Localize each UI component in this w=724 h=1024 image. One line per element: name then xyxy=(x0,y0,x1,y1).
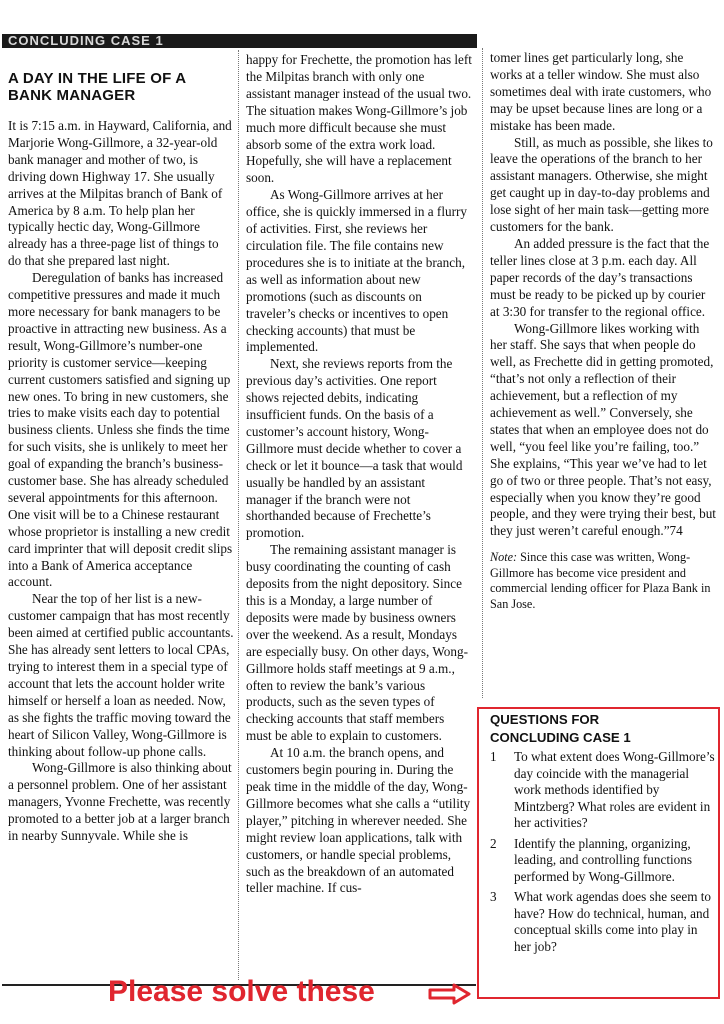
paragraph: At 10 a.m. the branch opens, and customers begin pouring in. During the peak time in the middle of the day, Wong-Gillmore becomes what she calls a “utility player,” pitching in wherever needed. She might review loan applications, talk with customers, or handle special problems, such as the breakdown of an automated teller machine. If cus- xyxy=(246,745,471,896)
paragraph: An added pressure is the fact that the teller lines close at 3 p.m. each day. All paper records of the day’s transactions must be ready to be picked up by courier at 3:30 for transfer to the regional office. xyxy=(490,235,710,319)
annotation-callout-text: Please solve these xyxy=(108,975,375,1008)
paragraph: Deregulation of banks has increased competitive pressures and made it much more necessary for bank managers to be proactive in attracting new business. As a result, Wong-Gillmore’s number-one priority is customer service—keeping current customers satisfied and signing up new ones. To bring in new customers, she tries to make visits each day to potential business clients. Unless she finds the time for such visits, she is unlikely to meet her goal of expanding the branch’s business-customer base. She has already scheduled several appointments for this afternoon. One visit will be to a Chinese restaurant whose proprietor is installing a new credit card imprinter that will deposit credit slips into a Bank of America acceptance account. xyxy=(8,270,233,590)
paragraph: Near the top of her list is a new-customer campaign that has most recently been aimed at certified public accountants. She has already sent letters to local CPAs, trying to interest them in a special type of account that lets the account holder write himself or herself a loan as needed. Now, as she fights the traffic moving toward the heart of Silicon Valley, Wong-Gillmore is thinking about follow-up phone calls. xyxy=(8,591,234,759)
article-column-2 xyxy=(246,52,472,897)
paragraph: Wong-Gillmore is also thinking about a personnel problem. One of her assistant managers, Yvonne Frechette, was recently promoted to a better job at a larger branch in nearby Sunnyvale. While she is xyxy=(8,760,232,844)
question-item xyxy=(490,836,716,886)
paragraph: As Wong-Gillmore arrives at her office, she is quickly immersed in a flurry of activities. First, she reviews her circulation file. The file contains new procedures she is to initiate at the branch, as well as information about new promotions (such as discounts on traveler’s checks or incentives to open checking accounts) that must be implemented. xyxy=(246,187,467,355)
paragraph: It is 7:15 a.m. in Hayward, California, and Marjorie Wong-Gillmore, a 32-year-old bank manager and mother of two, is driving down Highway 17. She usually arrives at the Milpitas branch of Bank of America by 8 a.m. To help plan her typically hectic day, Wong-Gillmore already has a three-page list of things to do that she prepared last night. xyxy=(8,118,232,269)
question-text: Identify the planning, organizing, leading, and controlling functions performed by Wong-Gillmore. xyxy=(514,835,692,884)
paragraph: Wong-Gillmore likes working with her staff. She says that when people do well, as Frechette did in getting promoted, “that’s not only a reflection of their achievement, but a reflection of my achievement as well.” Conversely, she states that when an employee does not do well, “you feel like you’re failing, too.” She explains, “This year we’ve had to let go of two or three people. That’s not easy, especially when you know they’re good people, and they were trying their best, but they just weren’t careful enough.”74 xyxy=(490,320,716,539)
section-header-bar xyxy=(2,34,477,48)
note-label: Note: xyxy=(490,550,518,565)
question-item xyxy=(490,889,716,955)
questions-title-line-1: QUESTIONS FOR xyxy=(490,712,600,727)
question-item xyxy=(490,749,716,832)
question-number: 2 xyxy=(490,835,497,851)
question-number: 1 xyxy=(490,749,497,764)
questions-section xyxy=(490,712,716,959)
questions-title-line-2: CONCLUDING CASE 1 xyxy=(490,729,631,745)
paragraph: tomer lines get particularly long, she works at a teller window. She must also sometimes deal with irate customers, who may be upset because lines are long or a mistake has been made. xyxy=(490,50,712,133)
question-text: What work agendas does she seem to have? How do technical, human, and conceptual skills come into play in her job? xyxy=(514,889,712,954)
column-divider-1 xyxy=(238,50,239,980)
case-note xyxy=(490,550,716,612)
paragraph: happy for Frechette, the promotion has left the Milpitas branch with only one assistant manager instead of the usual two. The situation makes Wong-Gillmore’s job much more difficult because she must absorb some of the extra work load. Hopefully, she will have a replacement soon. xyxy=(246,52,472,186)
question-text: To what extent does Wong-Gillmore’s day coincide with the managerial work methods identified by Mintzberg? What roles are evident in her activities? xyxy=(514,749,715,830)
column-divider-2 xyxy=(482,48,483,698)
section-label: CONCLUDING CASE 1 xyxy=(8,34,164,48)
article-column-1 xyxy=(8,50,234,845)
question-number: 3 xyxy=(490,889,497,904)
note-text: Since this case was written, Wong-Gillmore has become vice president and commercial lending officer for Plaza Bank in San Jose. xyxy=(490,550,711,611)
article-column-3 xyxy=(490,50,716,612)
paragraph: Next, she reviews reports from the previous day’s activities. One report shows rejected debits, indicating insufficient funds. On the basis of a customer’s account history, Wong-Gillmore must decide whether to cover a check or let it bounce—a task that would usually be handled by an assistant manager if the branch were not shorthanded because of Frechette’s promotion. xyxy=(246,356,463,541)
paragraph: The remaining assistant manager is busy coordinating the counting of cash deposits from the night depository. Since this is a Monday, a large number of deposits were made by business owners over the weekend. As a result, Mondays are especially busy. On other days, Wong-Gillmore holds staff meetings at 9 a.m., often to review the bank’s various products, such as the seven types of checking accounts that staff members must be able to explain to customers. xyxy=(246,542,468,744)
article-title: A DAY IN THE LIFE OF A BANK MANAGER xyxy=(8,70,186,104)
paragraph: Still, as much as possible, she likes to leave the operations of the branch to her assistant managers. Otherwise, she might get caught up in day-to-day problems and lose sight of her main task—getting more customers for the bank. xyxy=(490,134,713,235)
right-arrow-icon xyxy=(428,982,472,1006)
